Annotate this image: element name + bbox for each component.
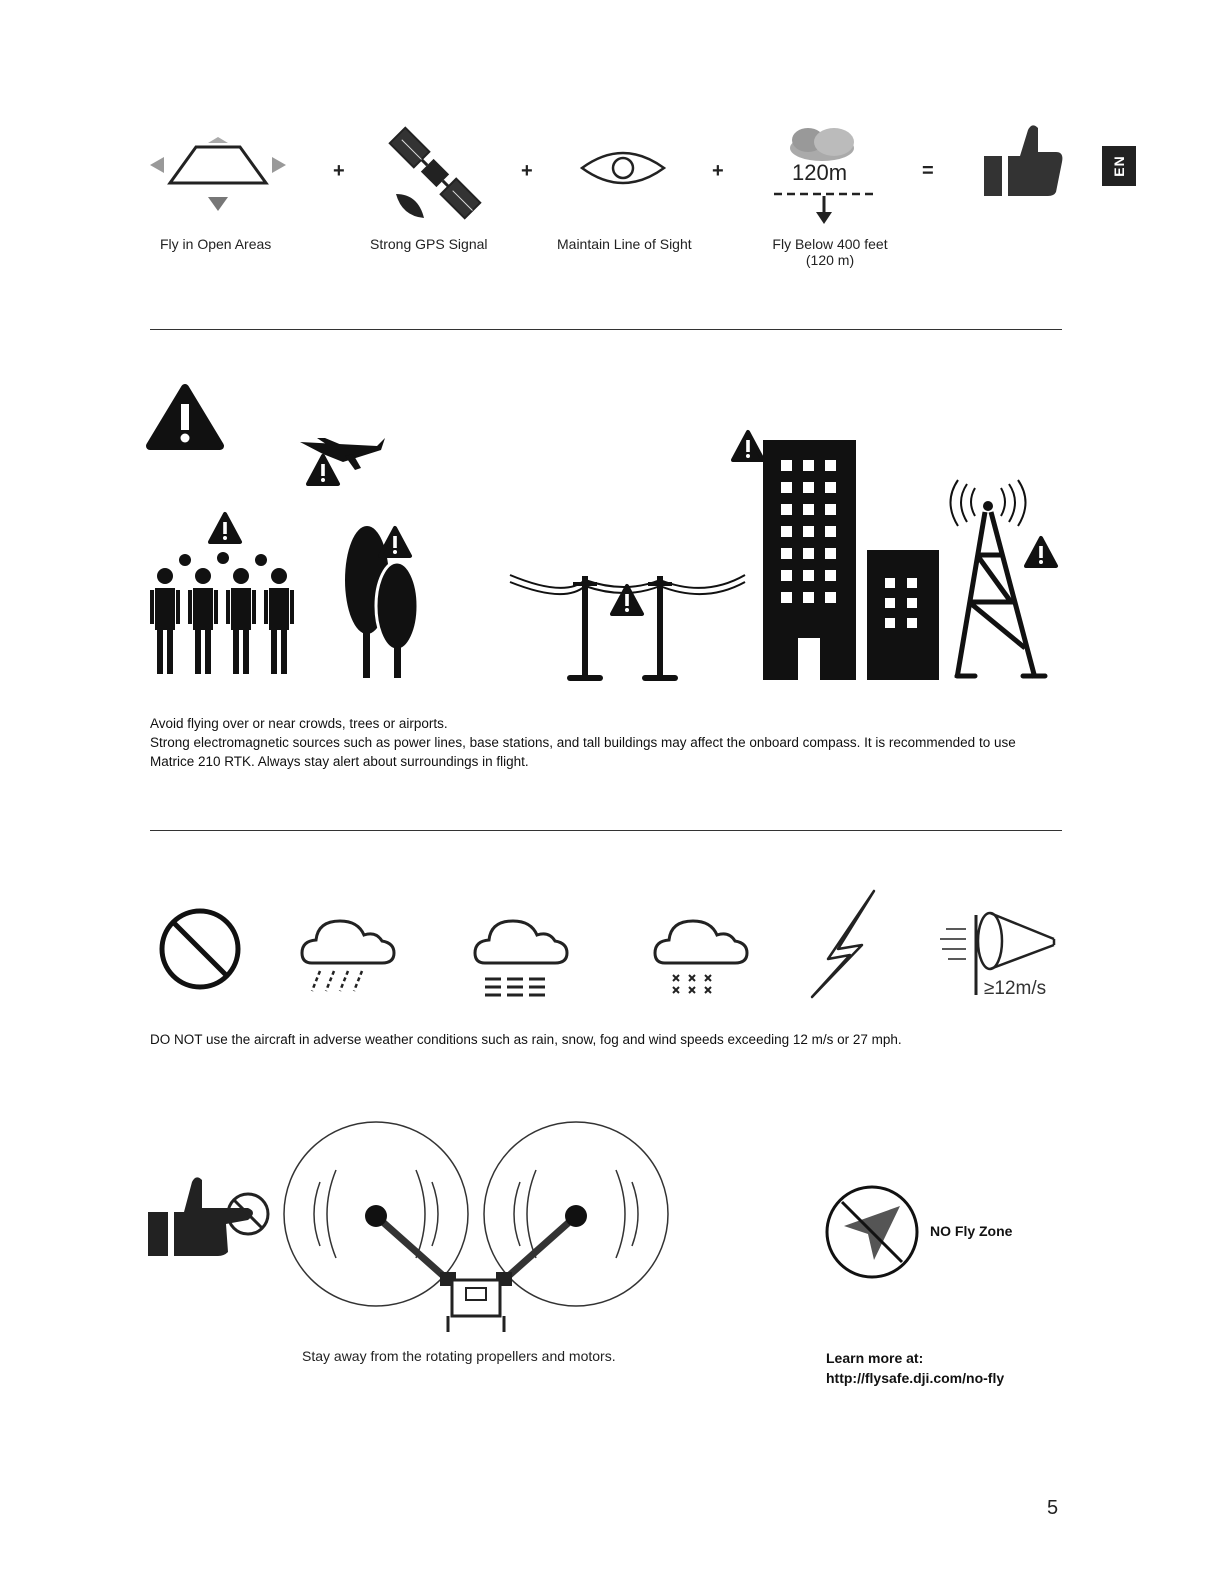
page-number: 5: [1047, 1497, 1059, 1519]
no-fly-url-link[interactable]: http://flysafe.dji.com/no-fly: [826, 1370, 1005, 1386]
propeller-caption: Stay away from the rotating propellers and motors.: [302, 1348, 616, 1364]
warning-icon: [150, 388, 220, 446]
eye-icon: [580, 146, 666, 190]
learn-more-block: [826, 1348, 1004, 1388]
tip-caption-gps: Strong GPS Signal: [370, 236, 488, 252]
tip-caption-altitude: [760, 236, 900, 268]
drone-icon: [365, 1205, 587, 1332]
open-area-icon: [148, 135, 288, 215]
tip-caption-altitude-main: Fly Below 400 feet: [772, 236, 888, 252]
hazard-text-line-3: Matrice 210 RTK. Always stay alert about surroundings in flight.: [150, 754, 529, 769]
thumb-touch-icon: [148, 1177, 268, 1256]
hazard-illustration: [145, 380, 1075, 690]
plus-operator-1: +: [333, 160, 345, 182]
no-fly-zone-icon: [824, 1184, 920, 1280]
altitude-readout: 120m: [792, 160, 848, 185]
lightning-icon: [812, 891, 874, 997]
tip-caption-altitude-sub: (120 m): [805, 252, 855, 268]
plus-operator-2: +: [521, 160, 533, 182]
fog-icon: [475, 921, 567, 995]
airplane-icon: [300, 438, 385, 470]
wind-speed-label: ≥12m/s: [984, 978, 1047, 999]
prohibited-icon: [162, 911, 238, 987]
language-tab-label: EN: [1111, 155, 1127, 177]
snow-icon: [655, 921, 747, 993]
no-fly-zone-label: NO Fly Zone: [930, 1223, 1013, 1239]
hazard-text-line-1: Avoid flying over or near crowds, trees or airports.: [150, 716, 448, 731]
rain-icon: [302, 921, 394, 991]
section-divider-2: [150, 830, 1062, 831]
hazard-text: [150, 714, 1080, 771]
learn-more-label: Learn more at:: [826, 1350, 924, 1366]
propeller-illustration: [148, 1120, 678, 1332]
hazard-text-line-2: Strong electromagnetic sources such as power lines, base stations, and tall buildings may affect the onboard compass. It is recommended to use: [150, 735, 1016, 750]
trees-icon: [345, 526, 418, 678]
language-tab: [1102, 146, 1136, 186]
tip-caption-line-of-sight: Maintain Line of Sight: [557, 236, 692, 252]
equals-operator: =: [922, 160, 934, 182]
thumbs-up-icon: [984, 122, 1064, 198]
buildings-icon: [733, 432, 939, 680]
satellite-icon: [388, 126, 483, 221]
antenna-tower-icon: [951, 480, 1046, 678]
tip-caption-open-areas: Fly in Open Areas: [160, 236, 272, 252]
weather-icons: [150, 885, 1070, 1015]
weather-text: DO NOT use the aircraft in adverse weather conditions such as rain, snow, fog and wind speeds exceeding 12 m/s or 27 mph.: [150, 1032, 902, 1047]
crowd-icon: [150, 514, 294, 674]
plus-operator-3: +: [712, 160, 724, 182]
section-divider-1: [150, 329, 1062, 330]
